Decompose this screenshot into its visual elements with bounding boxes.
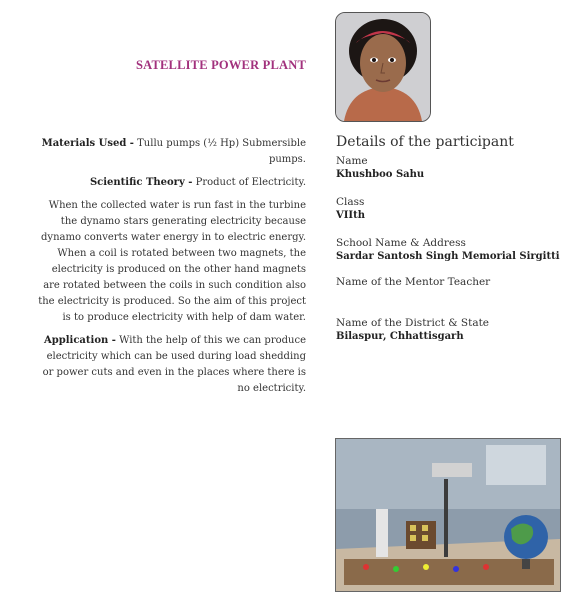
project-title: SATELLITE POWER PLANT <box>136 58 306 72</box>
application-text: With the help of this we can produce electricity which can be used during load shedding or power cuts and even in the places where there is no electricity. <box>42 335 306 394</box>
theory-paragraph <box>34 175 306 191</box>
participant-details <box>336 134 566 342</box>
details-heading: Details of the participant <box>336 134 514 150</box>
district-value: Bilaspur, Chhattisgarh <box>336 331 464 342</box>
materials-paragraph <box>34 136 306 168</box>
mentor-field <box>336 275 566 289</box>
application-label: Application - <box>44 335 116 346</box>
name-label: Name <box>336 155 368 167</box>
description-paragraph: When the collected water is run fast in the turbine the dynamo stars generating electricity because dynamo converts water energy in to electric energy. When a coil is rotated between two magnets, the electricity is produced on the other hand magnets are rotated between the coils in such condition also the electricity is produced. So the aim of this project is to produce electricity with help of dam water. <box>38 200 306 323</box>
district-field <box>336 316 566 344</box>
project-description-column <box>34 136 306 404</box>
participant-portrait-image <box>336 13 430 121</box>
class-field <box>336 195 566 223</box>
materials-label: Materials Used - <box>41 138 134 149</box>
school-label: School Name & Address <box>336 237 466 249</box>
school-field <box>336 236 566 264</box>
name-field <box>336 154 566 182</box>
mentor-label: Name of the Mentor Teacher <box>336 276 491 288</box>
project-model-photo <box>335 438 561 592</box>
name-value: Khushboo Sahu <box>336 169 425 180</box>
school-value: Sardar Santosh Singh Memorial Sirgitti <box>336 251 560 262</box>
application-paragraph <box>34 333 306 397</box>
project-model-image <box>336 439 560 591</box>
class-label: Class <box>336 196 365 208</box>
participant-photo <box>335 12 431 122</box>
theory-label: Scientific Theory - <box>89 177 193 188</box>
theory-text: Product of Electricity. <box>195 177 306 188</box>
class-value: VIIth <box>336 210 366 221</box>
materials-text: Tullu pumps (½ Hp) Submersible pumps. <box>137 138 306 165</box>
district-label: Name of the District & State <box>336 317 490 329</box>
